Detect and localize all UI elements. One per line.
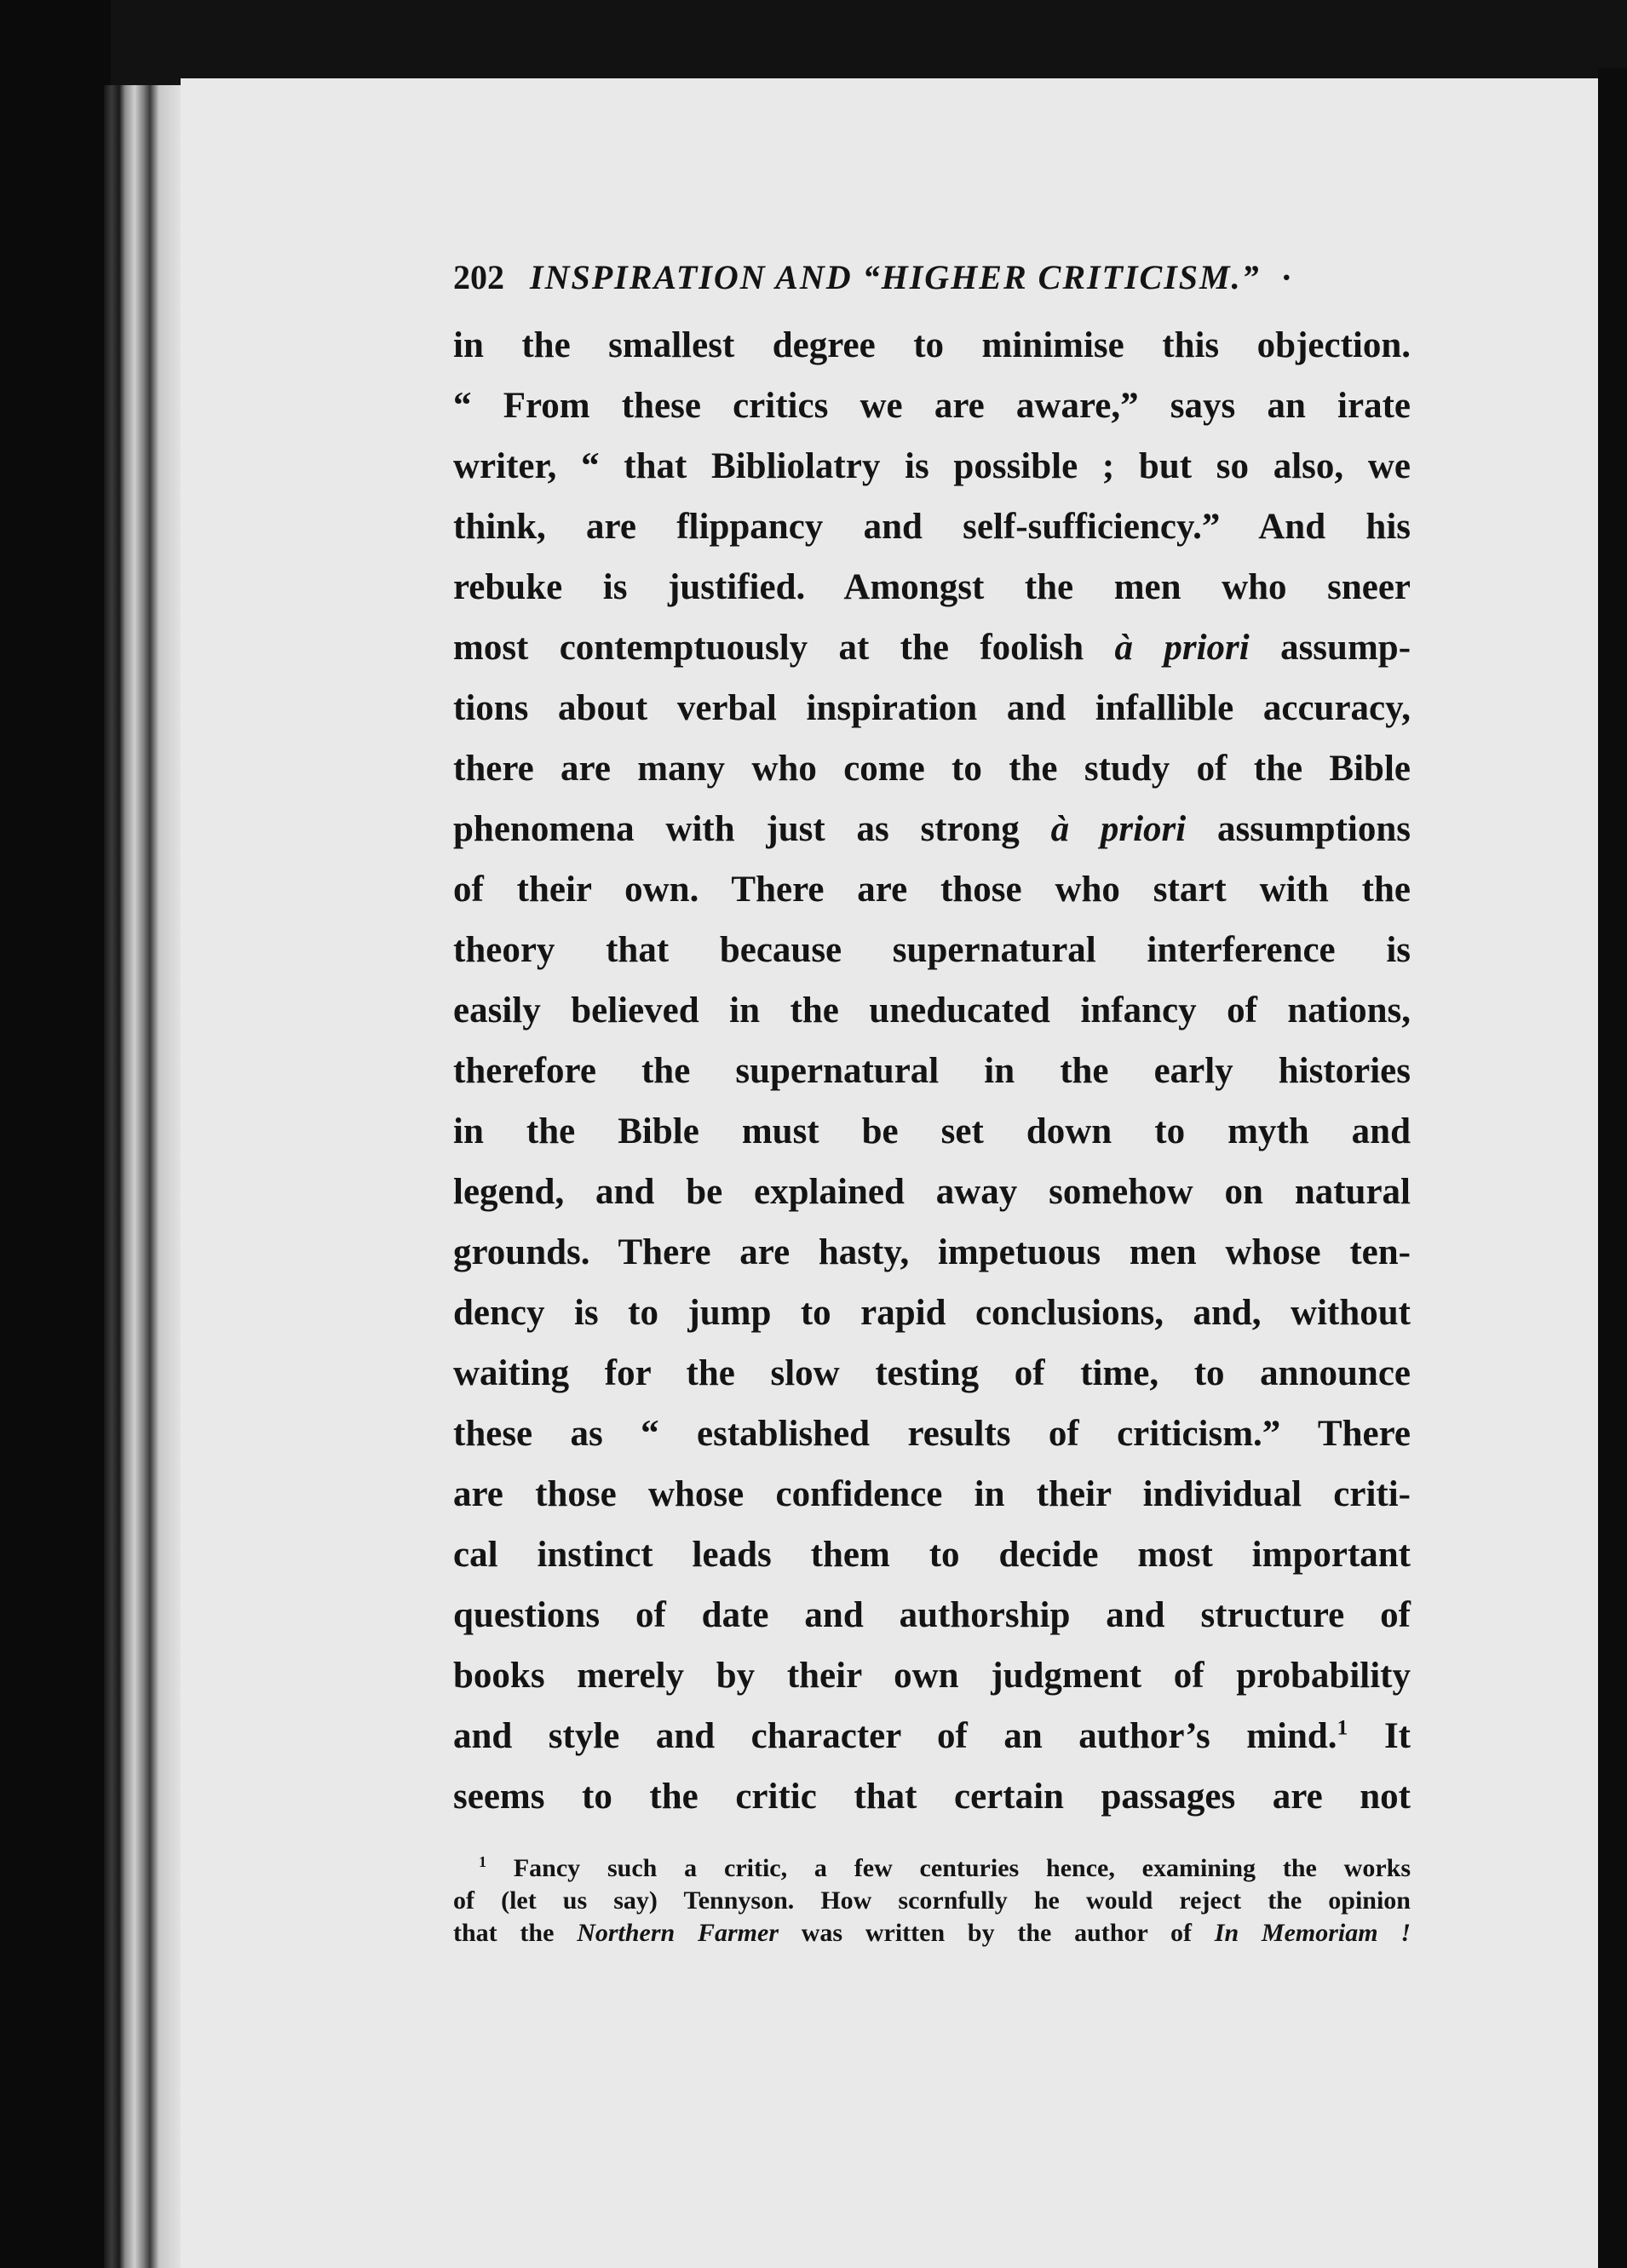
text-segment: In Memoriam bbox=[1214, 1919, 1378, 1947]
text-block bbox=[453, 247, 1411, 1949]
page-number: 202 bbox=[453, 257, 504, 296]
scan-left-margin bbox=[0, 0, 111, 2268]
text-line: theory that because supernatural interference is bbox=[453, 930, 1411, 970]
text-segment: Fancy such a critic, a few centuries hence, examining the works bbox=[513, 1854, 1411, 1882]
footnote bbox=[453, 1852, 1411, 1949]
text-segment: It bbox=[1383, 1716, 1411, 1756]
text-line: waiting for the slow testing of time, to announce bbox=[453, 1353, 1411, 1393]
text-line: there are many who come to the study of the Bible bbox=[453, 749, 1411, 789]
text-line: are those whose confidence in their individual criti- bbox=[453, 1474, 1411, 1514]
footnote-reference: 1 bbox=[1337, 1714, 1348, 1740]
text-segment: that the bbox=[453, 1919, 555, 1947]
text-line: cal instinct leads them to decide most important bbox=[453, 1535, 1411, 1575]
italic-phrase: à priori bbox=[1050, 809, 1187, 849]
text-segment: assumptions bbox=[1216, 809, 1411, 849]
footnote-line bbox=[453, 1917, 1411, 1949]
text-line: in the Bible must be set down to myth and bbox=[453, 1111, 1411, 1151]
text-line: these as “ established results of criticism.” There bbox=[453, 1414, 1411, 1454]
text-line: think, are flippancy and self-sufficiency.” And his bbox=[453, 507, 1411, 547]
footnote-line bbox=[453, 1852, 1411, 1885]
text-line: books merely by their own judgment of probability bbox=[453, 1656, 1411, 1696]
text-line: therefore the supernatural in the early histories bbox=[453, 1051, 1411, 1091]
footnote-line: of (let us say) Tennyson. How scornfully he would reject the opinion bbox=[453, 1886, 1411, 1915]
text-line: legend, and be explained away somehow on natural bbox=[453, 1172, 1411, 1212]
footnote-marker: 1 bbox=[479, 1853, 486, 1870]
text-segment: phenomena with just as strong bbox=[453, 809, 1020, 849]
body-text bbox=[453, 315, 1411, 1827]
text-line: questions of date and authorship and structure of bbox=[453, 1595, 1411, 1635]
text-line: grounds. There are hasty, impetuous men whose ten- bbox=[453, 1232, 1411, 1272]
running-head-mark: · bbox=[1280, 257, 1292, 296]
running-head-title: INSPIRATION AND “HIGHER CRITICISM.” bbox=[530, 257, 1261, 296]
text-line bbox=[453, 1706, 1411, 1766]
italic-phrase: à priori bbox=[1114, 628, 1250, 668]
text-segment: ! bbox=[1400, 1919, 1411, 1947]
running-head bbox=[453, 247, 1411, 307]
text-line: dency is to jump to rapid conclusions, and, without bbox=[453, 1293, 1411, 1333]
text-segment: assump- bbox=[1280, 628, 1411, 668]
italic-title: Northern Farmer bbox=[577, 1919, 779, 1947]
text-line: rebuke is justified. Amongst the men who sneer bbox=[453, 567, 1411, 607]
text-line bbox=[453, 799, 1411, 859]
text-line: tions about verbal inspiration and infallible accuracy, bbox=[453, 688, 1411, 728]
scan-right-margin bbox=[1598, 68, 1627, 2268]
text-line bbox=[453, 617, 1411, 678]
text-line: of their own. There are those who start with the bbox=[453, 870, 1411, 910]
text-line: in the smallest degree to minimise this objection. bbox=[453, 325, 1411, 365]
text-line: writer, “ that Bibliolatry is possible ; but so also, we bbox=[453, 446, 1411, 486]
text-segment: was written by the author of bbox=[801, 1919, 1193, 1947]
text-line: seems to the critic that certain passages are not bbox=[453, 1777, 1411, 1817]
italic-title bbox=[1215, 1919, 1411, 1947]
text-segment: most contemptuously at the foolish bbox=[453, 628, 1084, 668]
text-segment: and style and character of an author’s mind. bbox=[453, 1716, 1337, 1756]
book-binding-edge bbox=[104, 85, 181, 2268]
text-line: easily believed in the uneducated infancy of nations, bbox=[453, 990, 1411, 1031]
text-line: “ From these critics we are aware,” says an irate bbox=[453, 386, 1411, 426]
